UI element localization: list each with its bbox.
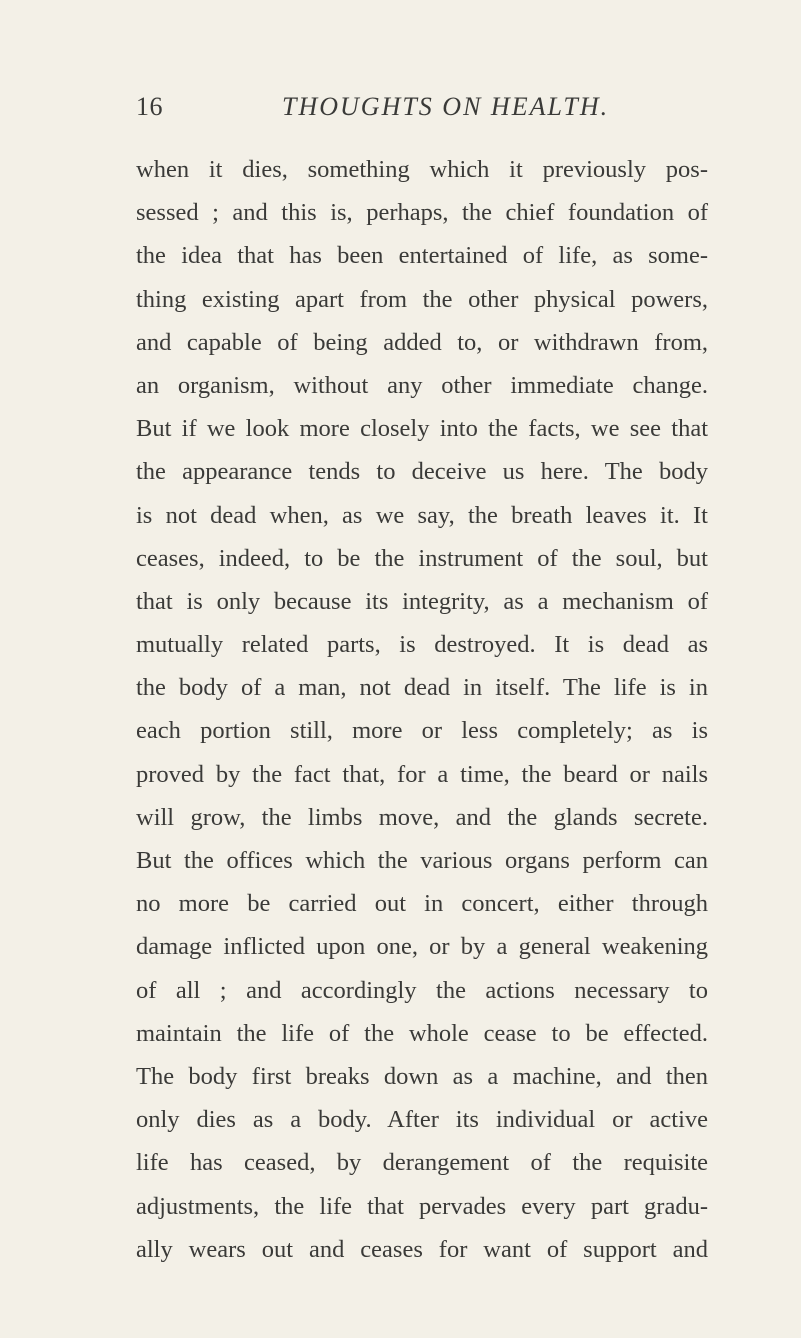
text-line: adjustments, the life that pervades every part gradu- xyxy=(136,1192,708,1220)
page-header xyxy=(136,92,696,132)
text-line: each portion still, more or less completely; as is xyxy=(136,717,708,745)
text-line: thing existing apart from the other physical powers, xyxy=(136,285,708,313)
text-line: life has ceased, by derangement of the requisite xyxy=(136,1149,708,1177)
text-line: the idea that has been entertained of life, as some- xyxy=(136,242,708,270)
text-line: proved by the fact that, for a time, the beard or nails xyxy=(136,760,708,788)
running-title: THOUGHTS ON HEALTH. xyxy=(282,92,610,121)
body-text xyxy=(136,148,708,1271)
text-line: sessed ; and this is, perhaps, the chief foundation of xyxy=(136,199,708,227)
text-line: and capable of being added to, or withdrawn from, xyxy=(136,328,708,356)
text-line: the appearance tends to deceive us here. The body xyxy=(136,458,708,486)
text-line: maintain the life of the whole cease to be effected. xyxy=(136,1019,708,1047)
text-line: will grow, the limbs move, and the glands secrete. xyxy=(136,803,708,831)
text-line: only dies as a body. After its individual or active xyxy=(136,1106,708,1134)
text-line: the body of a man, not dead in itself. The life is in xyxy=(136,674,708,702)
text-line: that is only because its integrity, as a mechanism of xyxy=(136,587,708,615)
text-line: ally wears out and ceases for want of support and xyxy=(136,1235,708,1263)
text-line: But the offices which the various organs perform can xyxy=(136,847,708,874)
text-line: ceases, indeed, to be the instrument of the soul, but xyxy=(136,544,708,572)
text-line: mutually related parts, is destroyed. It is dead as xyxy=(136,631,708,659)
text-line: damage inflicted upon one, or by a general weakening xyxy=(136,933,708,961)
text-line: an organism, without any other immediate change. xyxy=(136,371,708,399)
text-line: is not dead when, as we say, the breath leaves it. It xyxy=(136,501,708,529)
text-line: when it dies, something which it previously pos- xyxy=(136,156,708,183)
text-line: no more be carried out in concert, either through xyxy=(136,890,708,918)
page-number: 16 xyxy=(136,92,163,121)
text-line: But if we look more closely into the facts, we see that xyxy=(136,415,708,443)
text-line: The body first breaks down as a machine, and then xyxy=(136,1062,708,1090)
text-line: of all ; and accordingly the actions necessary to xyxy=(136,976,708,1004)
